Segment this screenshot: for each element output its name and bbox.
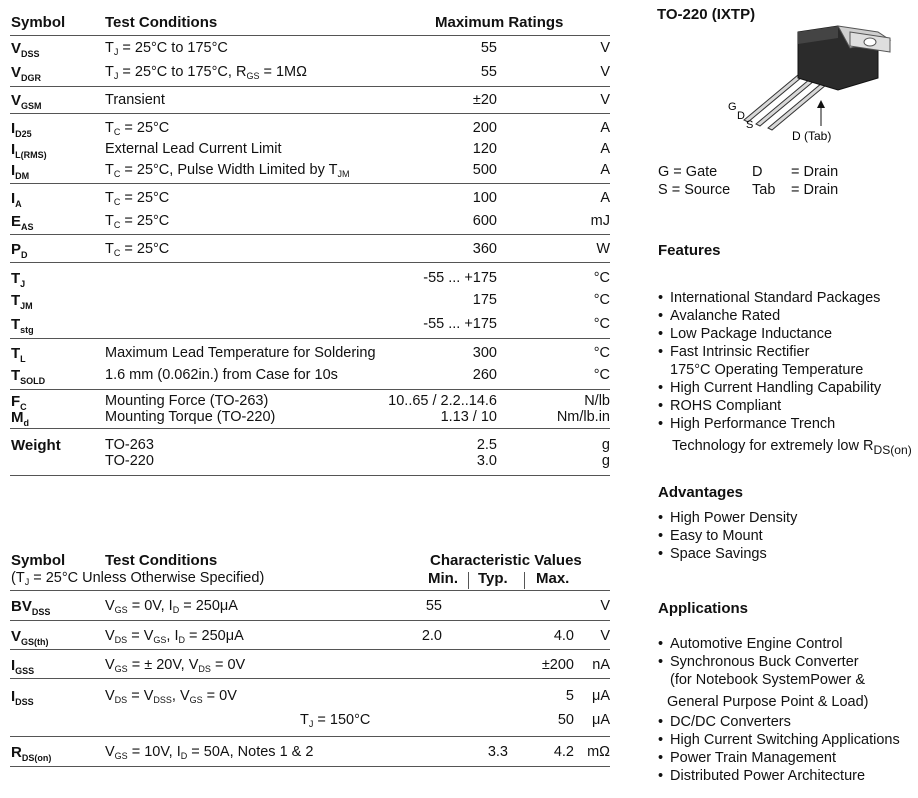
max-row-value: 10..65 / 2.2..14.6 <box>388 393 497 409</box>
char-header-symbol: Symbol <box>11 552 66 569</box>
divider <box>10 620 610 621</box>
char-header-conditions: Test Conditions <box>105 552 218 569</box>
char-header-typ: Typ. <box>478 570 508 587</box>
max-row-condition: TO-220 <box>105 453 154 469</box>
char-row-min: 2.0 <box>421 628 442 644</box>
max-row-value: 200 <box>472 120 497 136</box>
list-item: (for Notebook SystemPower & <box>670 672 866 688</box>
max-row-unit: A <box>600 141 610 157</box>
max-row-unit: °C <box>593 270 610 286</box>
max-row-value: 55 <box>480 40 497 56</box>
bullet-icon: • <box>658 510 664 526</box>
max-row-unit: g <box>601 453 610 469</box>
legend-drain-1: = Drain <box>791 164 839 180</box>
legend-gate: G = Gate <box>658 164 718 180</box>
divider <box>10 338 610 339</box>
char-row-condition: $V_{DS} = V_{GS}$, $I_D = 250\mu A$ <box>105 628 244 645</box>
max-row-symbol: $F_C$ <box>11 393 27 412</box>
max-row-unit: °C <box>593 367 610 383</box>
char-row-unit: nA <box>592 657 610 673</box>
list-item: 175°C Operating Temperature <box>670 362 864 378</box>
max-row-unit: mJ <box>590 213 610 229</box>
divider <box>10 736 610 737</box>
char-header-values: Characteristic Values <box>430 552 582 569</box>
char-row-unit: μA <box>591 688 610 704</box>
max-row-value: 600 <box>472 213 497 229</box>
max-row-symbol: $I_{DM}$ <box>11 162 30 181</box>
bullet-icon: • <box>658 636 664 652</box>
max-row-symbol: $T_J$ <box>11 270 26 289</box>
applications-title: Applications <box>658 600 749 617</box>
list-item: International Standard Packages <box>670 290 881 306</box>
pin-s-label: S <box>746 119 754 131</box>
divider <box>468 572 469 589</box>
max-row-unit: V <box>600 40 610 56</box>
max-row-condition: Mounting Force (TO-263) <box>105 393 269 409</box>
max-row-value: 360 <box>472 241 497 257</box>
max-row-unit: Nm/lb.in <box>556 409 610 425</box>
divider <box>10 678 610 679</box>
list-item: Space Savings <box>670 546 767 562</box>
bullet-icon: • <box>658 732 664 748</box>
legend-d: D <box>752 164 763 180</box>
char-header-max: Max. <box>536 570 570 587</box>
divider <box>10 113 610 114</box>
divider <box>10 234 610 235</box>
max-row-unit: g <box>601 437 610 453</box>
list-item: Avalanche Rated <box>670 308 781 324</box>
char-row-unit: mΩ <box>587 744 610 760</box>
char-row-symbol: $I_{GSS}$ <box>11 657 35 676</box>
max-row-unit: °C <box>593 316 610 332</box>
list-item: Power Train Management <box>670 750 837 766</box>
max-row-value: 100 <box>472 190 497 206</box>
max-row-unit: V <box>600 92 610 108</box>
package-title: TO-220 (IXTP) <box>657 6 756 23</box>
list-item: High Current Switching Applications <box>670 732 900 748</box>
max-row-value: 3.0 <box>476 453 497 469</box>
divider <box>10 183 610 184</box>
max-row-symbol: $E_{AS}$ <box>11 213 34 232</box>
divider <box>10 475 610 476</box>
char-row-min: 55 <box>425 598 442 614</box>
char-row-symbol: $V_{GS(th)}$ <box>11 628 49 647</box>
divider <box>10 86 610 87</box>
char-row-condition: $V_{DS} = V_{DSS}$, $V_{GS} = 0V$ <box>105 688 237 705</box>
bullet-icon: • <box>658 750 664 766</box>
max-row-condition: External Lead Current Limit <box>105 141 282 157</box>
max-row-symbol: $I_A$ <box>11 190 22 209</box>
list-item: Low Package Inductance <box>670 326 833 342</box>
max-row-symbol: $M_d$ <box>11 409 29 428</box>
advantages-title: Advantages <box>658 484 744 501</box>
max-row-symbol: $V_{DGR}$ <box>11 64 42 83</box>
divider <box>10 35 610 36</box>
char-row-max: 4.0 <box>553 628 574 644</box>
max-row-condition: $T_C = 25^\circ C$ <box>105 190 170 207</box>
pin-g-label: G <box>728 101 737 113</box>
char-row-typ: 3.3 <box>487 744 508 760</box>
list-item: ROHS Compliant <box>670 398 782 414</box>
max-row-symbol: $I_{D25}$ <box>11 120 32 139</box>
list-item: General Purpose Point & Load) <box>667 694 869 710</box>
legend-tab: Tab <box>752 182 776 198</box>
bullet-icon: • <box>658 768 664 784</box>
char-row-condition: $V_{GS}$ = ± 20V, $V_{DS} = 0V$ <box>105 657 246 674</box>
max-row-symbol: $I_{L(RMS)}$ <box>11 141 47 160</box>
max-row-value: 2.5 <box>476 437 497 453</box>
max-row-unit: N/lb <box>584 393 610 409</box>
bullet-icon: • <box>658 416 664 432</box>
max-row-unit: A <box>600 162 610 178</box>
max-row-condition: $T_C = 25^\circ C$ <box>105 120 170 137</box>
bullet-icon: • <box>658 528 664 544</box>
char-row-condition: $V_{GS} = 10V$, $I_D = 50A$, Notes 1 & 2 <box>105 744 314 761</box>
max-row-value: 1.13 / 10 <box>440 409 497 425</box>
char-header-min: Min. <box>428 570 458 587</box>
max-row-condition: Maximum Lead Temperature for Soldering <box>105 345 376 361</box>
bullet-icon: • <box>658 326 664 342</box>
max-header-conditions: Test Conditions <box>105 14 218 31</box>
legend-source: S = Source <box>658 182 731 198</box>
max-row-unit: °C <box>593 345 610 361</box>
max-row-condition: Transient <box>105 92 165 108</box>
max-row-condition: $T_J = 25^\circ C$ to 175°C, $R_{GS} = 1M\Omega$ <box>105 64 307 81</box>
max-row-condition: 1.6 mm (0.062in.) from Case for 10s <box>105 367 338 383</box>
max-header-symbol: Symbol <box>11 14 66 31</box>
char-header-subconditions: ($T_J = 25^\circ C$ Unless Otherwise Specified) <box>11 570 265 587</box>
max-row-value: 260 <box>472 367 497 383</box>
max-row-condition: TO-263 <box>105 437 154 453</box>
char-row-max: 5 <box>565 688 574 704</box>
list-item: DC/DC Converters <box>670 714 791 730</box>
max-row-condition: $T_C = 25^\circ C$ <box>105 213 170 230</box>
max-row-condition: $T_C = 25^\circ C$ <box>105 241 170 258</box>
max-row-unit: °C <box>593 292 610 308</box>
max-row-value: -55 ... +175 <box>423 316 497 332</box>
max-row-condition: $T_J = 25^\circ C$ to 175°C <box>105 40 228 57</box>
char-row-symbol: $R_{DS(on)}$ <box>11 744 52 763</box>
max-row-value: 300 <box>472 345 497 361</box>
divider <box>10 649 610 650</box>
char-row-condition: $T_J = 150^\circ C$ <box>300 712 371 729</box>
max-header-ratings: Maximum Ratings <box>435 14 564 31</box>
max-row-value: -55 ... +175 <box>423 270 497 286</box>
max-row-symbol: $P_D$ <box>11 241 28 260</box>
max-row-unit: W <box>596 241 610 257</box>
max-row-symbol: $V_{GSM}$ <box>11 92 42 111</box>
bullet-icon: • <box>658 546 664 562</box>
char-row-unit: μA <box>591 712 610 728</box>
divider <box>10 766 610 767</box>
divider <box>10 389 610 390</box>
list-item: Technology for extremely low $R_{DS(on)}$ <box>672 438 912 457</box>
char-row-unit: V <box>600 628 610 644</box>
pin-d-label: D <box>737 110 745 122</box>
divider <box>10 590 610 591</box>
max-row-symbol: Weight <box>11 437 61 454</box>
list-item: Distributed Power Architecture <box>670 768 866 784</box>
char-row-max: 4.2 <box>553 744 574 760</box>
list-item: Automotive Engine Control <box>670 636 843 652</box>
max-row-condition: Mounting Torque (TO-220) <box>105 409 276 425</box>
max-row-symbol: $T_{SOLD}$ <box>11 367 46 386</box>
max-row-symbol: $T_{stg}$ <box>11 316 34 335</box>
max-row-value: 120 <box>472 141 497 157</box>
divider <box>10 262 610 263</box>
char-row-symbol: $BV_{DSS}$ <box>11 598 51 617</box>
list-item: High Current Handling Capability <box>670 380 882 396</box>
max-row-value: 55 <box>480 64 497 80</box>
max-row-value: 500 <box>472 162 497 178</box>
to220-package-drawing <box>720 18 900 148</box>
bullet-icon: • <box>658 654 664 670</box>
bullet-icon: • <box>658 308 664 324</box>
list-item: High Performance Trench <box>670 416 836 432</box>
max-row-symbol: $V_{DSS}$ <box>11 40 40 59</box>
bullet-icon: • <box>658 344 664 360</box>
features-title: Features <box>658 242 721 259</box>
bullet-icon: • <box>658 714 664 730</box>
max-row-unit: A <box>600 120 610 136</box>
max-row-unit: A <box>600 190 610 206</box>
list-item: High Power Density <box>670 510 798 526</box>
max-row-unit: V <box>600 64 610 80</box>
char-row-symbol: $I_{DSS}$ <box>11 688 34 707</box>
bullet-icon: • <box>658 380 664 396</box>
max-row-value: ±20 <box>472 92 497 108</box>
tab-label: D (Tab) <box>792 129 832 143</box>
divider <box>524 572 525 589</box>
list-item: Easy to Mount <box>670 528 763 544</box>
max-row-value: 175 <box>472 292 497 308</box>
max-row-symbol: $T_L$ <box>11 345 26 364</box>
list-item: Synchronous Buck Converter <box>670 654 859 670</box>
max-row-symbol: $T_{JM}$ <box>11 292 33 311</box>
max-row-condition: $T_C = 25^\circ C$, Pulse Width Limited by $T_{JM}$ <box>105 162 350 179</box>
bullet-icon: • <box>658 290 664 306</box>
char-row-max: 50 <box>557 712 574 728</box>
list-item: Fast Intrinsic Rectifier <box>670 344 810 360</box>
char-row-max: ±200 <box>541 657 574 673</box>
bullet-icon: • <box>658 398 664 414</box>
char-row-condition: $V_{GS} = 0V$, $I_D = 250\mu A$ <box>105 598 238 615</box>
char-row-unit: V <box>600 598 610 614</box>
divider <box>10 428 610 429</box>
legend-drain-2: = Drain <box>791 182 839 198</box>
